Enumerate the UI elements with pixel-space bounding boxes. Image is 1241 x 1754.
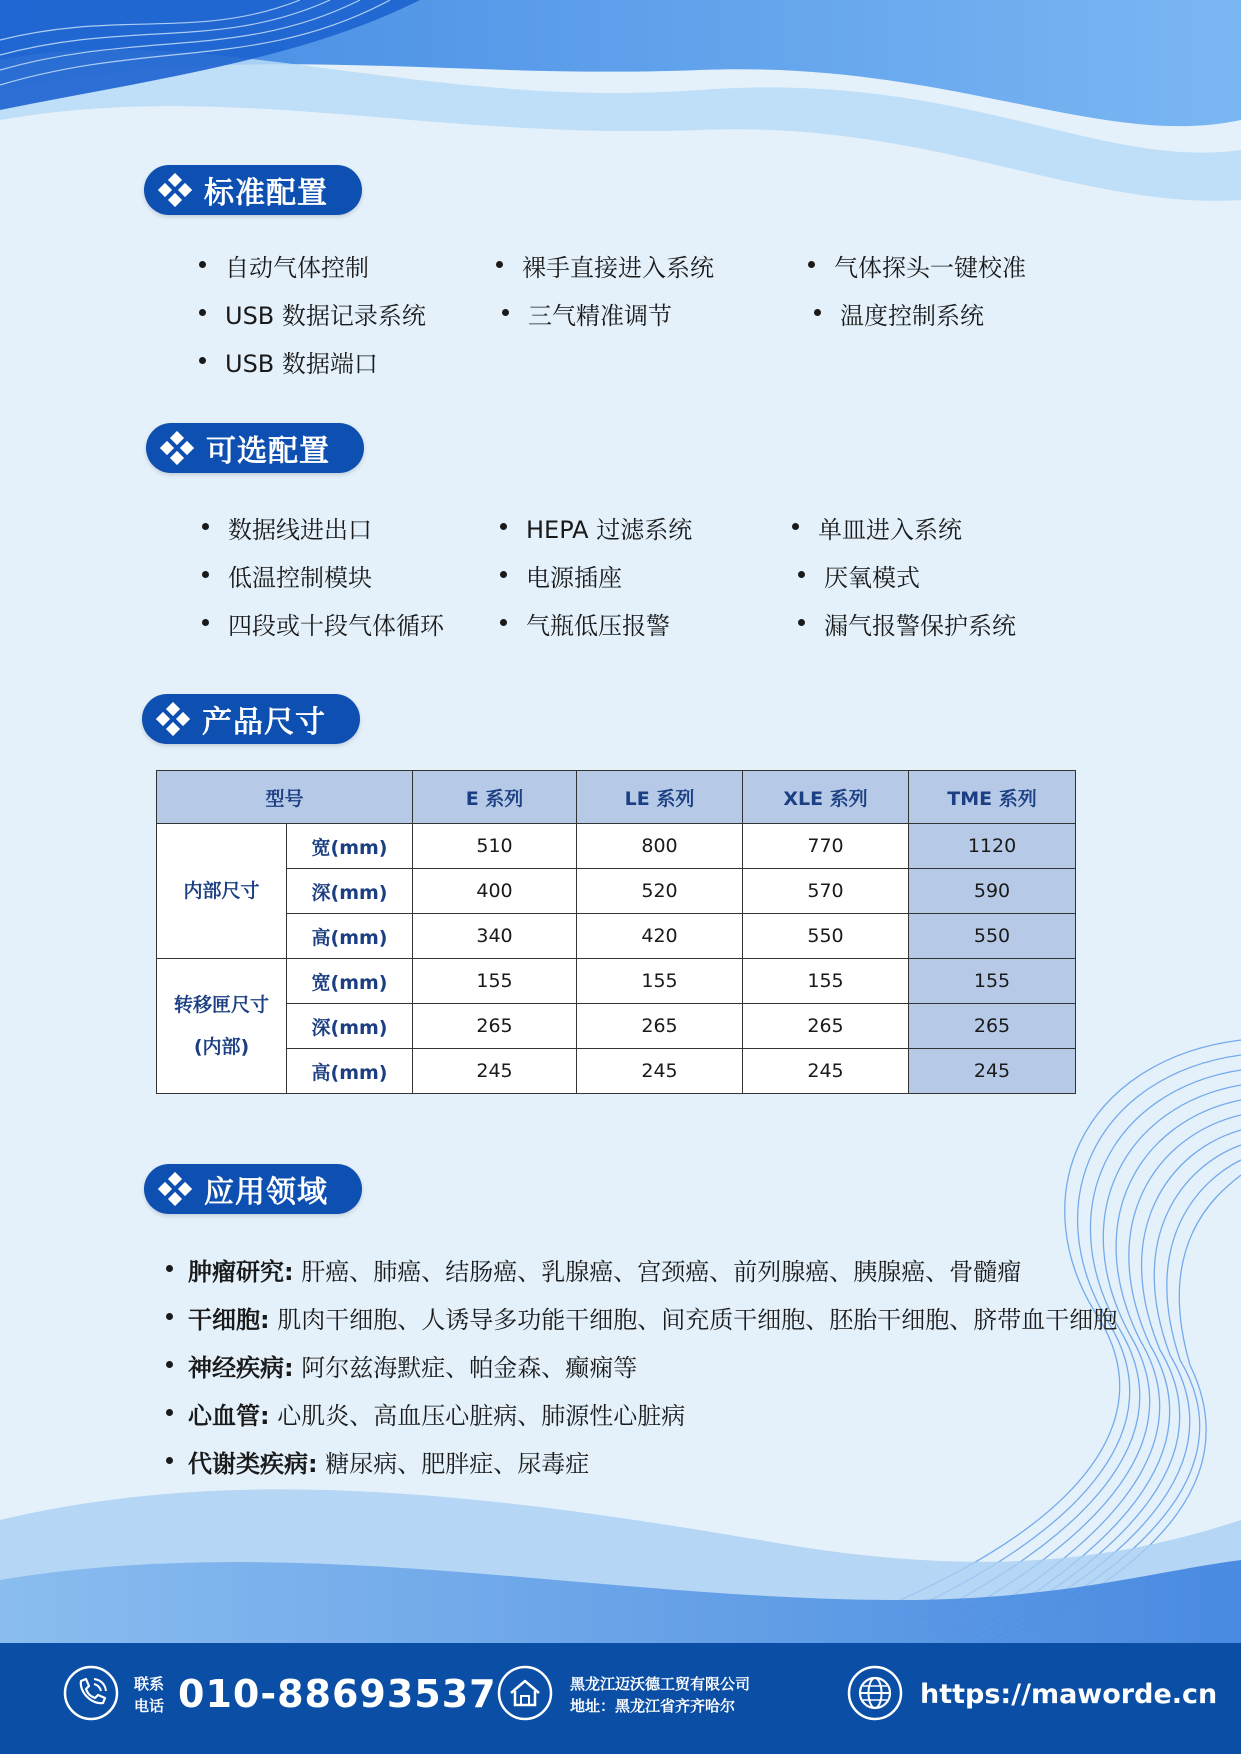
list-item: 气瓶低压报警: [500, 606, 670, 641]
list-item: 裸手直接进入系统: [496, 248, 714, 283]
section-header-optional: [146, 423, 364, 473]
table-row: [157, 914, 1076, 959]
table-cell: 590: [909, 869, 1076, 914]
row-label: 宽(mm): [287, 959, 413, 1004]
table-cell: 155: [577, 959, 743, 1004]
group-label-line2: (内部): [193, 1036, 250, 1058]
section-header-applications: [144, 1164, 362, 1214]
application-category: 干细胞:: [188, 1306, 270, 1334]
section-title: 可选配置: [206, 434, 330, 469]
table-cell: 265: [413, 1004, 577, 1049]
table-cell: 420: [577, 914, 743, 959]
application-category: 代谢类疾病:: [188, 1450, 318, 1478]
diamond-icon: [156, 702, 190, 736]
list-item: 低温控制模块: [202, 558, 372, 593]
list-item: [166, 1444, 589, 1479]
table-header-row: [157, 771, 1076, 824]
table-row: [157, 1004, 1076, 1049]
company-info: [570, 1673, 750, 1717]
phone-number[interactable]: 010-88693537: [178, 1672, 497, 1716]
application-detail: 心肌炎、高血压心脏病、肺源性心脏病: [269, 1402, 686, 1430]
list-item: USB 数据记录系统: [199, 296, 426, 331]
table-row: [157, 824, 1076, 869]
list-item: 数据线进出口: [202, 510, 372, 545]
table-cell: 800: [577, 824, 743, 869]
diamond-icon: [160, 431, 194, 465]
section-title: 产品尺寸: [202, 705, 326, 740]
table-cell: 770: [743, 824, 909, 869]
header-e-series: E 系列: [413, 771, 577, 824]
contact-label-line1: 联系: [134, 1675, 165, 1693]
row-label: 深(mm): [287, 869, 413, 914]
list-item: HEPA 过滤系统: [500, 510, 692, 545]
dimensions-table: [156, 770, 1076, 1094]
table-cell: 550: [909, 914, 1076, 959]
diamond-icon: [158, 1172, 192, 1206]
header-tme-series: TME 系列: [909, 771, 1076, 824]
table-cell: 1120: [909, 824, 1076, 869]
application-detail: 阿尔兹海默症、帕金森、癫痫等: [293, 1354, 638, 1382]
row-label: 深(mm): [287, 1004, 413, 1049]
company-address: 地址：黑龙江省齐齐哈尔: [570, 1697, 736, 1715]
list-item: 厌氧模式: [798, 558, 920, 593]
header-xle-series: XLE 系列: [743, 771, 909, 824]
table-cell: 265: [909, 1004, 1076, 1049]
company-name: 黑龙江迈沃德工贸有限公司: [570, 1675, 751, 1693]
group-label-line1: 转移匣尺寸: [173, 994, 269, 1016]
table-cell: 570: [743, 869, 909, 914]
group-transfer-box-size: [157, 959, 287, 1094]
list-item: 漏气报警保护系统: [798, 606, 1016, 641]
table-cell: 265: [577, 1004, 743, 1049]
table-cell: 155: [909, 959, 1076, 1004]
footer-bar: [0, 1643, 1241, 1754]
section-header-standard: [144, 165, 362, 215]
table-cell: 155: [413, 959, 577, 1004]
phone-icon: [62, 1664, 120, 1722]
application-detail: 糖尿病、肥胖症、尿毒症: [317, 1450, 590, 1478]
list-item: 温度控制系统: [814, 296, 984, 331]
contact-label: [134, 1673, 164, 1717]
table-cell: 155: [743, 959, 909, 1004]
row-label: 高(mm): [287, 914, 413, 959]
list-item: USB 数据端口: [199, 344, 378, 379]
list-item: [166, 1300, 1117, 1335]
list-item: [166, 1252, 1021, 1287]
table-cell: 245: [909, 1049, 1076, 1094]
group-internal-size: 内部尺寸: [157, 824, 287, 959]
website-link[interactable]: https://maworde.cn: [920, 1679, 1218, 1710]
table-cell: 550: [743, 914, 909, 959]
list-item: 电源插座: [500, 558, 622, 593]
application-detail: 肌肉干细胞、人诱导多功能干细胞、间充质干细胞、胚胎干细胞、脐带血干细胞: [269, 1306, 1118, 1334]
list-item: 四段或十段气体循环: [202, 606, 444, 641]
list-item: [166, 1348, 637, 1383]
row-label: 高(mm): [287, 1049, 413, 1094]
diamond-icon: [158, 173, 192, 207]
table-cell: 265: [743, 1004, 909, 1049]
row-label: 宽(mm): [287, 824, 413, 869]
application-category: 神经疾病:: [188, 1354, 294, 1382]
list-item: 气体探头一键校准: [808, 248, 1026, 283]
table-row: [157, 959, 1076, 1004]
section-header-dimensions: [142, 694, 360, 744]
globe-icon: [846, 1664, 904, 1722]
section-title: 应用领域: [204, 1175, 328, 1210]
header-model: 型号: [157, 771, 413, 824]
application-category: 心血管:: [188, 1402, 270, 1430]
table-cell: 245: [743, 1049, 909, 1094]
list-item: [166, 1396, 685, 1431]
header-le-series: LE 系列: [577, 771, 743, 824]
table-cell: 510: [413, 824, 577, 869]
section-title: 标准配置: [204, 176, 328, 211]
list-item: 三气精准调节: [502, 296, 672, 331]
table-cell: 400: [413, 869, 577, 914]
home-icon: [496, 1664, 554, 1722]
table-cell: 245: [577, 1049, 743, 1094]
list-item: 自动气体控制: [199, 248, 369, 283]
contact-label-line2: 电话: [134, 1697, 165, 1715]
table-cell: 245: [413, 1049, 577, 1094]
table-cell: 340: [413, 914, 577, 959]
list-item: 单皿进入系统: [792, 510, 962, 545]
table-row: [157, 869, 1076, 914]
table-row: [157, 1049, 1076, 1094]
table-cell: 520: [577, 869, 743, 914]
application-detail: 肝癌、肺癌、结肠癌、乳腺癌、宫颈癌、前列腺癌、胰腺癌、骨髓瘤: [293, 1258, 1022, 1286]
application-category: 肿瘤研究:: [188, 1258, 294, 1286]
